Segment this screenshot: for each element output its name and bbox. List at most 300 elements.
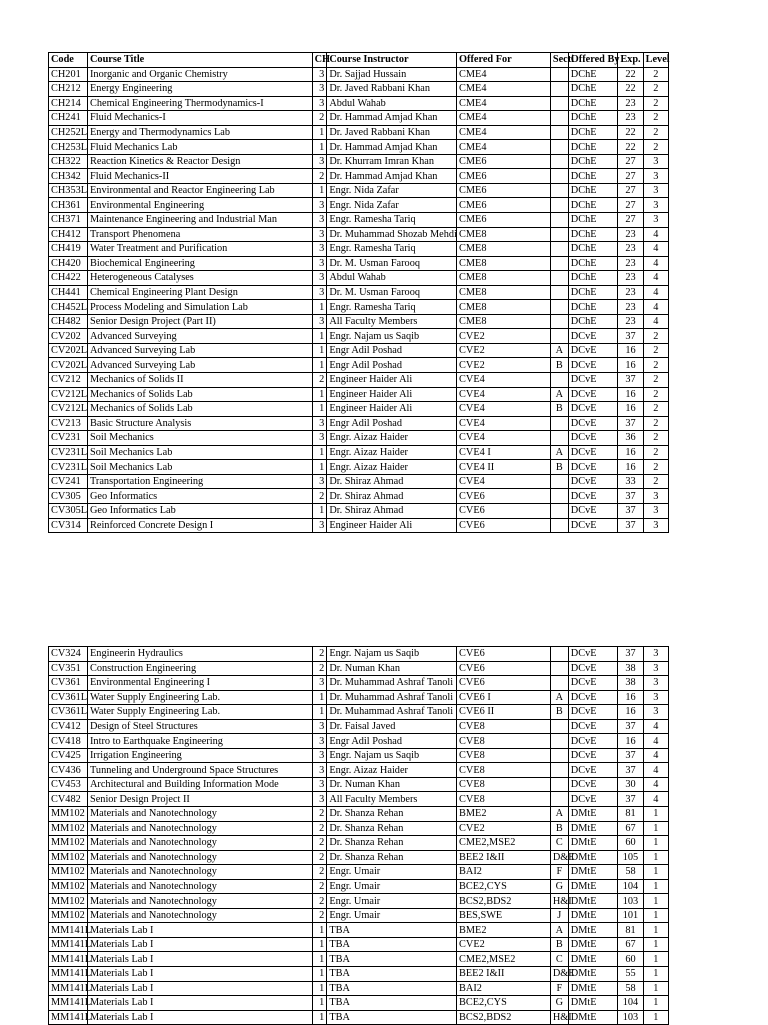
- section-cell: [550, 227, 568, 242]
- offered-for-cell: CME8: [457, 314, 551, 329]
- offered-by-cell: DChE: [568, 198, 618, 213]
- table-row: [49, 952, 669, 967]
- ch-cell: 1: [312, 140, 327, 155]
- course-title-cell: Transport Phenomena: [88, 227, 313, 242]
- offered-for-cell: CVE2: [457, 358, 551, 373]
- offered-for-cell: BAI2: [457, 981, 551, 996]
- code-cell: CV231: [49, 431, 88, 446]
- level-cell: 1: [643, 821, 668, 836]
- course-title-cell: Geo Informatics Lab: [88, 503, 313, 518]
- level-cell: 1: [643, 865, 668, 880]
- offered-by-cell: DChE: [568, 67, 618, 82]
- table-row: [49, 821, 669, 836]
- offered-by-cell: DCvE: [568, 647, 618, 662]
- offered-by-cell: DChE: [568, 82, 618, 97]
- ch-cell: 3: [312, 719, 327, 734]
- ch-cell: 1: [312, 402, 327, 417]
- code-cell: MM102: [49, 894, 88, 909]
- expected-cell: 55: [618, 967, 643, 982]
- ch-cell: 3: [312, 198, 327, 213]
- expected-cell: 30: [618, 777, 643, 792]
- ch-cell: 1: [312, 343, 327, 358]
- offered-for-cell: CVE8: [457, 734, 551, 749]
- expected-cell: 105: [618, 850, 643, 865]
- course-title-cell: Inorganic and Organic Chemistry: [88, 67, 313, 82]
- level-cell: 3: [643, 661, 668, 676]
- instructor-cell: Dr. Numan Khan: [327, 777, 457, 792]
- code-cell: CH412: [49, 227, 88, 242]
- level-cell: 4: [643, 719, 668, 734]
- section-cell: B: [550, 402, 568, 417]
- ch-cell: 2: [312, 908, 327, 923]
- ch-cell: 1: [312, 952, 327, 967]
- offered-by-cell: DCvE: [568, 661, 618, 676]
- table-row: [49, 981, 669, 996]
- ch-cell: 1: [312, 329, 327, 344]
- section-cell: [550, 373, 568, 388]
- code-cell: CV231L: [49, 460, 88, 475]
- offered-by-cell: DChE: [568, 125, 618, 140]
- code-cell: CV361: [49, 676, 88, 691]
- level-cell: 4: [643, 300, 668, 315]
- section-cell: [550, 661, 568, 676]
- section-cell: [550, 431, 568, 446]
- course-title-cell: Mechanics of Solids Lab: [88, 402, 313, 417]
- table-row: [49, 125, 669, 140]
- offered-by-cell: DChE: [568, 183, 618, 198]
- offered-by-cell: DCvE: [568, 503, 618, 518]
- offered-for-cell: CME4: [457, 125, 551, 140]
- course-title-cell: Senior Design Project (Part II): [88, 314, 313, 329]
- offered-for-cell: CVE2: [457, 329, 551, 344]
- course-title-cell: Basic Structure Analysis: [88, 416, 313, 431]
- instructor-cell: TBA: [327, 952, 457, 967]
- expected-cell: 23: [618, 96, 643, 111]
- expected-cell: 37: [618, 518, 643, 533]
- section-cell: D&E: [550, 967, 568, 982]
- offered-by-cell: DCvE: [568, 387, 618, 402]
- instructor-cell: Dr. Muhammad Ashraf Tanoli: [327, 690, 457, 705]
- offered-for-cell: CVE4: [457, 431, 551, 446]
- code-cell: CV453: [49, 777, 88, 792]
- expected-cell: 16: [618, 402, 643, 417]
- table-row: [49, 140, 669, 155]
- level-cell: 2: [643, 402, 668, 417]
- code-cell: CH422: [49, 271, 88, 286]
- offered-for-cell: BES,SWE: [457, 908, 551, 923]
- offered-for-cell: CME6: [457, 213, 551, 228]
- table-row: [49, 213, 669, 228]
- ch-cell: 2: [312, 821, 327, 836]
- expected-cell: 23: [618, 242, 643, 257]
- instructor-cell: Dr. Shanza Rehan: [327, 807, 457, 822]
- course-title-cell: Materials Lab I: [88, 1010, 313, 1025]
- course-title-cell: Tunneling and Underground Space Structures: [88, 763, 313, 778]
- ch-cell: 2: [312, 836, 327, 851]
- offered-for-cell: CVE4: [457, 474, 551, 489]
- instructor-cell: Dr. Shiraz Ahmad: [327, 489, 457, 504]
- level-cell: 4: [643, 777, 668, 792]
- expected-cell: 27: [618, 169, 643, 184]
- table-row: [49, 445, 669, 460]
- section-cell: C: [550, 952, 568, 967]
- code-cell: MM141L: [49, 923, 88, 938]
- expected-cell: 23: [618, 256, 643, 271]
- expected-cell: 104: [618, 996, 643, 1011]
- offered-by-cell: DCvE: [568, 402, 618, 417]
- section-cell: [550, 763, 568, 778]
- offered-by-cell: DCvE: [568, 431, 618, 446]
- code-cell: MM102: [49, 836, 88, 851]
- table-row: [49, 300, 669, 315]
- table-row: [49, 460, 669, 475]
- offered-by-cell: DCvE: [568, 705, 618, 720]
- code-cell: CV361L: [49, 690, 88, 705]
- ch-cell: 2: [312, 865, 327, 880]
- table-row: [49, 416, 669, 431]
- instructor-cell: Engr. Najam us Saqib: [327, 329, 457, 344]
- expected-cell: 23: [618, 300, 643, 315]
- course-title-cell: Energy and Thermodynamics Lab: [88, 125, 313, 140]
- ch-cell: 3: [312, 474, 327, 489]
- ch-cell: 1: [312, 300, 327, 315]
- course-title-cell: Design of Steel Structures: [88, 719, 313, 734]
- table-row: [49, 967, 669, 982]
- header-offered-by: Offered By: [568, 53, 618, 68]
- table-row: [49, 807, 669, 822]
- offered-by-cell: DCvE: [568, 777, 618, 792]
- level-cell: 2: [643, 125, 668, 140]
- offered-for-cell: CVE2: [457, 937, 551, 952]
- offered-for-cell: CVE6: [457, 489, 551, 504]
- table-row: [49, 256, 669, 271]
- table-row: [49, 719, 669, 734]
- code-cell: CH420: [49, 256, 88, 271]
- instructor-cell: Engineer Haider Ali: [327, 373, 457, 388]
- table-row: [49, 647, 669, 662]
- offered-for-cell: BME2: [457, 807, 551, 822]
- table-row: [49, 242, 669, 257]
- ch-cell: 3: [312, 227, 327, 242]
- header-expected: Exp.: [618, 53, 643, 68]
- section-cell: A: [550, 807, 568, 822]
- section-cell: [550, 125, 568, 140]
- offered-by-cell: DChE: [568, 256, 618, 271]
- instructor-cell: Dr. Hammad Amjad Khan: [327, 169, 457, 184]
- offered-by-cell: DCvE: [568, 445, 618, 460]
- expected-cell: 22: [618, 67, 643, 82]
- code-cell: CH252L: [49, 125, 88, 140]
- offered-by-cell: DMtE: [568, 981, 618, 996]
- ch-cell: 3: [312, 763, 327, 778]
- ch-cell: 3: [312, 271, 327, 286]
- table-row: [49, 937, 669, 952]
- ch-cell: 1: [312, 923, 327, 938]
- section-cell: [550, 416, 568, 431]
- expected-cell: 103: [618, 894, 643, 909]
- code-cell: MM102: [49, 865, 88, 880]
- code-cell: CV213: [49, 416, 88, 431]
- header-course-title: Course Title: [88, 53, 313, 68]
- instructor-cell: Engr. Ramesha Tariq: [327, 213, 457, 228]
- instructor-cell: Engineer Haider Ali: [327, 518, 457, 533]
- section-cell: [550, 169, 568, 184]
- offered-by-cell: DChE: [568, 96, 618, 111]
- table-row: [49, 111, 669, 126]
- table-row: [49, 431, 669, 446]
- course-title-cell: Fluid Mechanics-II: [88, 169, 313, 184]
- level-cell: 3: [643, 518, 668, 533]
- section-cell: F: [550, 981, 568, 996]
- offered-by-cell: DChE: [568, 242, 618, 257]
- offered-by-cell: DCvE: [568, 373, 618, 388]
- table-row: [49, 474, 669, 489]
- section-cell: [550, 285, 568, 300]
- course-title-cell: Materials Lab I: [88, 981, 313, 996]
- offered-for-cell: CME6: [457, 154, 551, 169]
- code-cell: MM141L: [49, 937, 88, 952]
- level-cell: 2: [643, 445, 668, 460]
- ch-cell: 1: [312, 445, 327, 460]
- course-title-cell: Construction Engineering: [88, 661, 313, 676]
- course-title-cell: Materials and Nanotechnology: [88, 850, 313, 865]
- instructor-cell: Engr. Aizaz Haider: [327, 445, 457, 460]
- course-title-cell: Reaction Kinetics & Reactor Design: [88, 154, 313, 169]
- expected-cell: 23: [618, 285, 643, 300]
- level-cell: 2: [643, 416, 668, 431]
- ch-cell: 3: [312, 792, 327, 807]
- instructor-cell: Dr. Shiraz Ahmad: [327, 474, 457, 489]
- offered-by-cell: DChE: [568, 300, 618, 315]
- offered-by-cell: DCvE: [568, 489, 618, 504]
- code-cell: MM102: [49, 908, 88, 923]
- course-title-cell: Materials and Nanotechnology: [88, 894, 313, 909]
- table-row: [49, 923, 669, 938]
- table-row: [49, 489, 669, 504]
- ch-cell: 1: [312, 125, 327, 140]
- section-cell: [550, 489, 568, 504]
- section-cell: [550, 242, 568, 257]
- code-cell: CV482: [49, 792, 88, 807]
- expected-cell: 16: [618, 445, 643, 460]
- ch-cell: 1: [312, 967, 327, 982]
- offered-by-cell: DChE: [568, 285, 618, 300]
- offered-by-cell: DChE: [568, 213, 618, 228]
- header-ch: CH: [312, 53, 327, 68]
- instructor-cell: Engr Adil Poshad: [327, 416, 457, 431]
- expected-cell: 37: [618, 329, 643, 344]
- instructor-cell: Dr. Faisal Javed: [327, 719, 457, 734]
- offered-by-cell: DMtE: [568, 923, 618, 938]
- expected-cell: 33: [618, 474, 643, 489]
- level-cell: 2: [643, 387, 668, 402]
- course-title-cell: Water Supply Engineering Lab.: [88, 690, 313, 705]
- instructor-cell: Dr. Hammad Amjad Khan: [327, 140, 457, 155]
- offered-by-cell: DChE: [568, 140, 618, 155]
- offered-by-cell: DChE: [568, 169, 618, 184]
- course-title-cell: Chemical Engineering Plant Design: [88, 285, 313, 300]
- offered-for-cell: BME2: [457, 923, 551, 938]
- course-title-cell: Soil Mechanics Lab: [88, 460, 313, 475]
- table-row: [49, 748, 669, 763]
- level-cell: 4: [643, 227, 668, 242]
- level-cell: 2: [643, 96, 668, 111]
- table-2-body: [49, 647, 669, 1025]
- section-cell: B: [550, 937, 568, 952]
- level-cell: 2: [643, 431, 668, 446]
- code-cell: CH342: [49, 169, 88, 184]
- code-cell: CH441: [49, 285, 88, 300]
- instructor-cell: Engr. Najam us Saqib: [327, 647, 457, 662]
- expected-cell: 16: [618, 705, 643, 720]
- code-cell: CH353L: [49, 183, 88, 198]
- expected-cell: 37: [618, 489, 643, 504]
- table-row: [49, 894, 669, 909]
- course-title-cell: Materials and Nanotechnology: [88, 908, 313, 923]
- offered-by-cell: DMtE: [568, 1010, 618, 1025]
- instructor-cell: Engr. Umair: [327, 894, 457, 909]
- offered-by-cell: DChE: [568, 271, 618, 286]
- table-row: [49, 518, 669, 533]
- ch-cell: 2: [312, 661, 327, 676]
- expected-cell: 23: [618, 271, 643, 286]
- ch-cell: 1: [312, 996, 327, 1011]
- table-row: [49, 169, 669, 184]
- expected-cell: 58: [618, 865, 643, 880]
- instructor-cell: TBA: [327, 967, 457, 982]
- table-row: [49, 96, 669, 111]
- offered-for-cell: CME4: [457, 111, 551, 126]
- level-cell: 1: [643, 879, 668, 894]
- offered-for-cell: CME2,MSE2: [457, 952, 551, 967]
- offered-by-cell: DCvE: [568, 748, 618, 763]
- offered-for-cell: CVE6: [457, 518, 551, 533]
- offered-by-cell: DCvE: [568, 792, 618, 807]
- course-table-2: [48, 646, 669, 1025]
- offered-for-cell: CME2,MSE2: [457, 836, 551, 851]
- expected-cell: 60: [618, 952, 643, 967]
- table-row: [49, 792, 669, 807]
- expected-cell: 16: [618, 343, 643, 358]
- instructor-cell: TBA: [327, 1010, 457, 1025]
- code-cell: CV436: [49, 763, 88, 778]
- code-cell: CV212L: [49, 387, 88, 402]
- code-cell: MM141L: [49, 1010, 88, 1025]
- table-row: [49, 343, 669, 358]
- instructor-cell: Dr. Hammad Amjad Khan: [327, 111, 457, 126]
- table-row: [49, 763, 669, 778]
- offered-for-cell: CME6: [457, 169, 551, 184]
- course-title-cell: Architectural and Building Information Mode: [88, 777, 313, 792]
- course-title-cell: Mechanics of Solids II: [88, 373, 313, 388]
- section-cell: [550, 676, 568, 691]
- offered-for-cell: CME4: [457, 67, 551, 82]
- section-cell: B: [550, 821, 568, 836]
- course-title-cell: Environmental Engineering: [88, 198, 313, 213]
- offered-by-cell: DCvE: [568, 676, 618, 691]
- ch-cell: 2: [312, 489, 327, 504]
- offered-for-cell: CME4: [457, 96, 551, 111]
- code-cell: CV241: [49, 474, 88, 489]
- section-cell: [550, 734, 568, 749]
- instructor-cell: Engr. Najam us Saqib: [327, 748, 457, 763]
- offered-by-cell: DChE: [568, 227, 618, 242]
- level-cell: 3: [643, 676, 668, 691]
- ch-cell: 1: [312, 503, 327, 518]
- table-row: [49, 690, 669, 705]
- offered-for-cell: CME8: [457, 242, 551, 257]
- expected-cell: 23: [618, 227, 643, 242]
- course-table-1: [48, 52, 669, 533]
- offered-by-cell: DMtE: [568, 850, 618, 865]
- ch-cell: 1: [312, 981, 327, 996]
- table-row: [49, 198, 669, 213]
- expected-cell: 37: [618, 792, 643, 807]
- expected-cell: 67: [618, 821, 643, 836]
- offered-by-cell: DCvE: [568, 416, 618, 431]
- code-cell: CV212: [49, 373, 88, 388]
- instructor-cell: Dr. Shanza Rehan: [327, 821, 457, 836]
- table-row: [49, 154, 669, 169]
- course-title-cell: Biochemical Engineering: [88, 256, 313, 271]
- level-cell: 4: [643, 792, 668, 807]
- header-offered-for: Offered For: [457, 53, 551, 68]
- course-title-cell: Water Treatment and Purification: [88, 242, 313, 257]
- ch-cell: 3: [312, 431, 327, 446]
- level-cell: 3: [643, 503, 668, 518]
- offered-by-cell: DMtE: [568, 894, 618, 909]
- expected-cell: 27: [618, 198, 643, 213]
- offered-by-cell: DChE: [568, 111, 618, 126]
- ch-cell: 1: [312, 1010, 327, 1025]
- code-cell: CV314: [49, 518, 88, 533]
- section-cell: [550, 314, 568, 329]
- level-cell: 1: [643, 836, 668, 851]
- instructor-cell: Engr. Umair: [327, 879, 457, 894]
- table-row: [49, 503, 669, 518]
- section-cell: [550, 647, 568, 662]
- instructor-cell: Dr. Shiraz Ahmad: [327, 503, 457, 518]
- code-cell: MM141L: [49, 952, 88, 967]
- section-cell: A: [550, 923, 568, 938]
- ch-cell: 1: [312, 358, 327, 373]
- table-row: [49, 661, 669, 676]
- offered-for-cell: CME4: [457, 140, 551, 155]
- level-cell: 2: [643, 329, 668, 344]
- course-title-cell: Environmental and Reactor Engineering Lab: [88, 183, 313, 198]
- level-cell: 1: [643, 937, 668, 952]
- level-cell: 3: [643, 489, 668, 504]
- section-cell: [550, 719, 568, 734]
- course-title-cell: Advanced Surveying: [88, 329, 313, 344]
- level-cell: 2: [643, 82, 668, 97]
- section-cell: G: [550, 996, 568, 1011]
- table-row: [49, 67, 669, 82]
- offered-by-cell: DChE: [568, 314, 618, 329]
- code-cell: CH371: [49, 213, 88, 228]
- instructor-cell: Dr. M. Usman Farooq: [327, 256, 457, 271]
- code-cell: MM141L: [49, 996, 88, 1011]
- ch-cell: 3: [312, 314, 327, 329]
- course-title-cell: Materials Lab I: [88, 952, 313, 967]
- offered-for-cell: BCS2,BDS2: [457, 1010, 551, 1025]
- section-cell: [550, 748, 568, 763]
- table-row: [49, 676, 669, 691]
- table-row: [49, 705, 669, 720]
- level-cell: 1: [643, 996, 668, 1011]
- expected-cell: 37: [618, 373, 643, 388]
- expected-cell: 16: [618, 690, 643, 705]
